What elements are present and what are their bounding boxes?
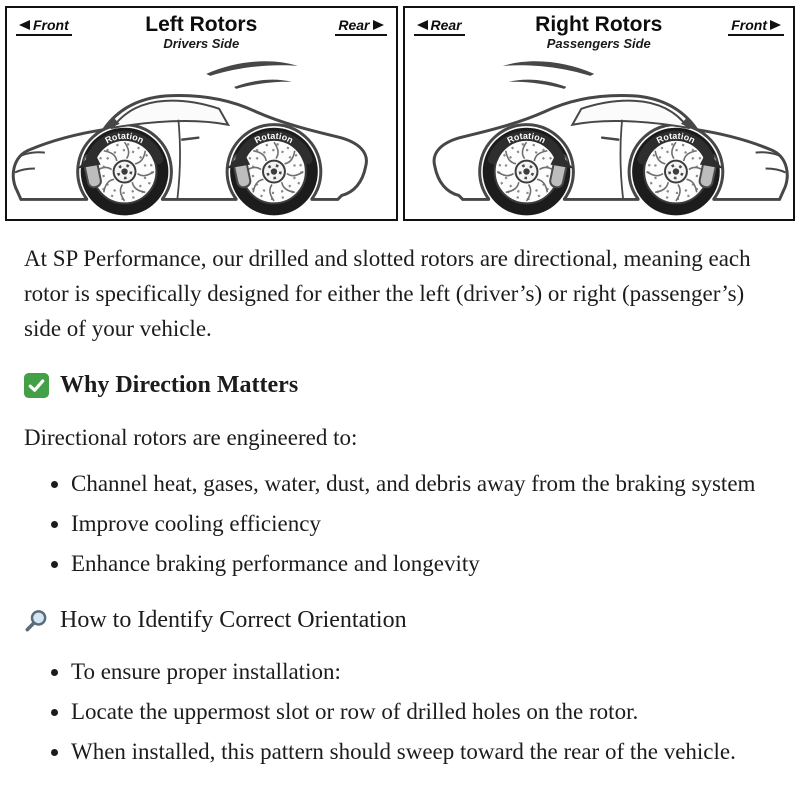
arrow-right-icon [770, 20, 781, 30]
section-title: How to Identify Correct Orientation [60, 607, 407, 634]
direction-text: Front [33, 17, 69, 33]
arrow-left-icon [417, 20, 428, 30]
right-car-illustration [405, 54, 794, 219]
arrow-right-icon [373, 20, 384, 30]
section-title: Why Direction Matters [60, 372, 299, 399]
list-item: • Enhance braking performance and longevity [71, 547, 771, 581]
direction-text: Rear [338, 17, 370, 33]
magnifier-icon [24, 608, 49, 633]
front-direction-label [16, 17, 72, 36]
section-heading-orientation [24, 605, 772, 635]
intro-paragraph: At SP Performance, our drilled and slotted rotors are directional, meaning each rotor is specifically designed for either the left (driver’s) or right (passenger’s) side of your vehicle. [24, 246, 751, 342]
panel-subtitle: Drivers Side [163, 36, 240, 51]
rear-direction-label [414, 17, 465, 36]
section1-lead: Directional rotors are engineered to: [24, 425, 358, 451]
list-item: • Locate the uppermost slot or row of drilled holes on the rotor. [71, 695, 771, 729]
rotor-direction-diagram [0, 0, 800, 221]
direction-text: Rear [430, 17, 462, 33]
left-panel-header [7, 8, 396, 54]
section-heading-why-direction-matters [24, 370, 772, 400]
panel-title: Right Rotors [535, 13, 663, 36]
panel-subtitle: Passengers Side [546, 36, 651, 51]
orientation-list [24, 655, 772, 769]
svg-text:Rotation: Rotation [103, 130, 146, 146]
rear-direction-label [335, 17, 386, 36]
article [0, 221, 800, 769]
benefits-list [24, 467, 772, 581]
panel-title: Left Rotors [145, 13, 258, 36]
left-car-illustration [7, 54, 396, 219]
svg-text:Rotation: Rotation [252, 130, 296, 146]
arrow-left-icon [19, 20, 30, 30]
svg-text:Rotation: Rotation [504, 130, 548, 146]
svg-text:Rotation: Rotation [654, 130, 697, 146]
right-rotors-panel [403, 6, 796, 221]
check-mark-icon [24, 373, 49, 398]
direction-text: Front [731, 17, 767, 33]
left-rotors-panel [5, 6, 398, 221]
list-item: • Channel heat, gases, water, dust, and debris away from the braking system [71, 467, 771, 501]
right-panel-header [405, 8, 794, 54]
front-direction-label [728, 17, 784, 36]
list-item: • Improve cooling efficiency [71, 507, 771, 541]
list-item: • When installed, this pattern should sweep toward the rear of the vehicle. [71, 735, 771, 769]
list-item: • To ensure proper installation: [71, 655, 771, 689]
